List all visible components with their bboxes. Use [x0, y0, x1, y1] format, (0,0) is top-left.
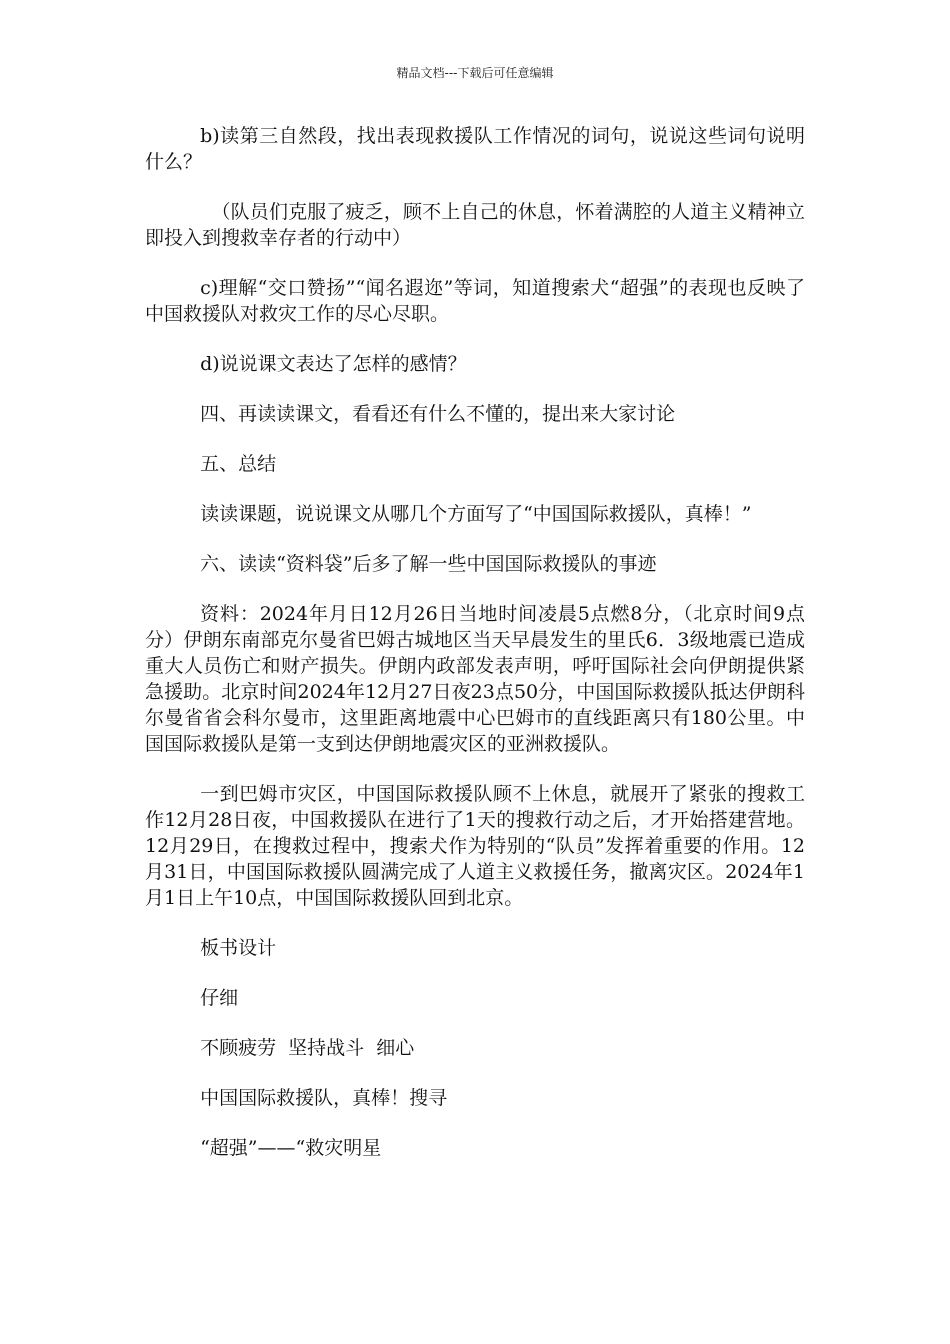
board-line-careful: 仔细: [200, 987, 239, 1009]
board-design-heading: 板书设计: [200, 937, 277, 959]
board-line-tireless: 不顾疲劳 坚持战斗 细心: [200, 1037, 415, 1059]
page-header: 精品文档---下载后可任意编辑: [396, 66, 554, 80]
section-five: 五、总结: [200, 453, 277, 475]
arrival-paragraph: 一到巴姆市灾区，中国国际救援队顾不上休息，就展开了紧张的搜救工作12月28日夜，中国救援队在进行了1天的搜救行动之后，才开始搭建营地。12月29日，在搜救过程中，搜索犬作为特别的“队员”发挥着重要的作用。12月31日，中国国际救援队圆满完成了人道主义救援任务，撤离灾区。2024年1月1日上午10点，中国国际救援队回到北京。: [145, 783, 805, 909]
summary-paragraph: 读读课题，说说课文从哪几个方面写了“中国国际救援队，真棒！”: [200, 503, 752, 525]
board-line-title: 中国国际救援队，真棒！搜寻: [200, 1087, 448, 1109]
document-body: [145, 123, 805, 1185]
board-line-star: “超强”——“救灾明星: [200, 1137, 382, 1159]
question-c: c)理解“交口赞扬”“闻名遐迩”等词，知道搜索犬“超强”的表现也反映了中国救援队对救灾工作的尽心尽职。: [145, 277, 805, 325]
question-b: b)读第三自然段，找出表现救援队工作情况的词句，说说这些词句说明什么？: [145, 125, 805, 173]
section-six: 六、读读“资料袋”后多了解一些中国国际救援队的事迹: [200, 553, 657, 575]
answer-b: （队员们克服了疲乏，顾不上自己的休息，怀着满腔的人道主义精神立即投入到搜救幸存者的行动中）: [145, 201, 805, 249]
question-d: d)说说课文表达了怎样的感情？: [200, 353, 467, 375]
section-four: 四、再读读课文，看看还有什么不懂的，提出来大家讨论: [200, 403, 676, 425]
material-paragraph: 资料：2024年月日12月26日当地时间凌晨5点燃8分，（北京时间9点分）伊朗东南部克尔曼省巴姆古城地区当天早晨发生的里氏6．3级地震已造成重大人员伤亡和财产损失。伊朗内政部发表声明，呼吁国际社会向伊朗提供紧急援助。北京时间2024年12月27日夜23点50分，中国国际救援队抵达伊朗科尔曼省省会科尔曼市，这里距离地震中心巴姆市的直线距离只有180公里。中国国际救援队是第一支到达伊朗地震灾区的亚洲救援队。: [145, 603, 805, 755]
